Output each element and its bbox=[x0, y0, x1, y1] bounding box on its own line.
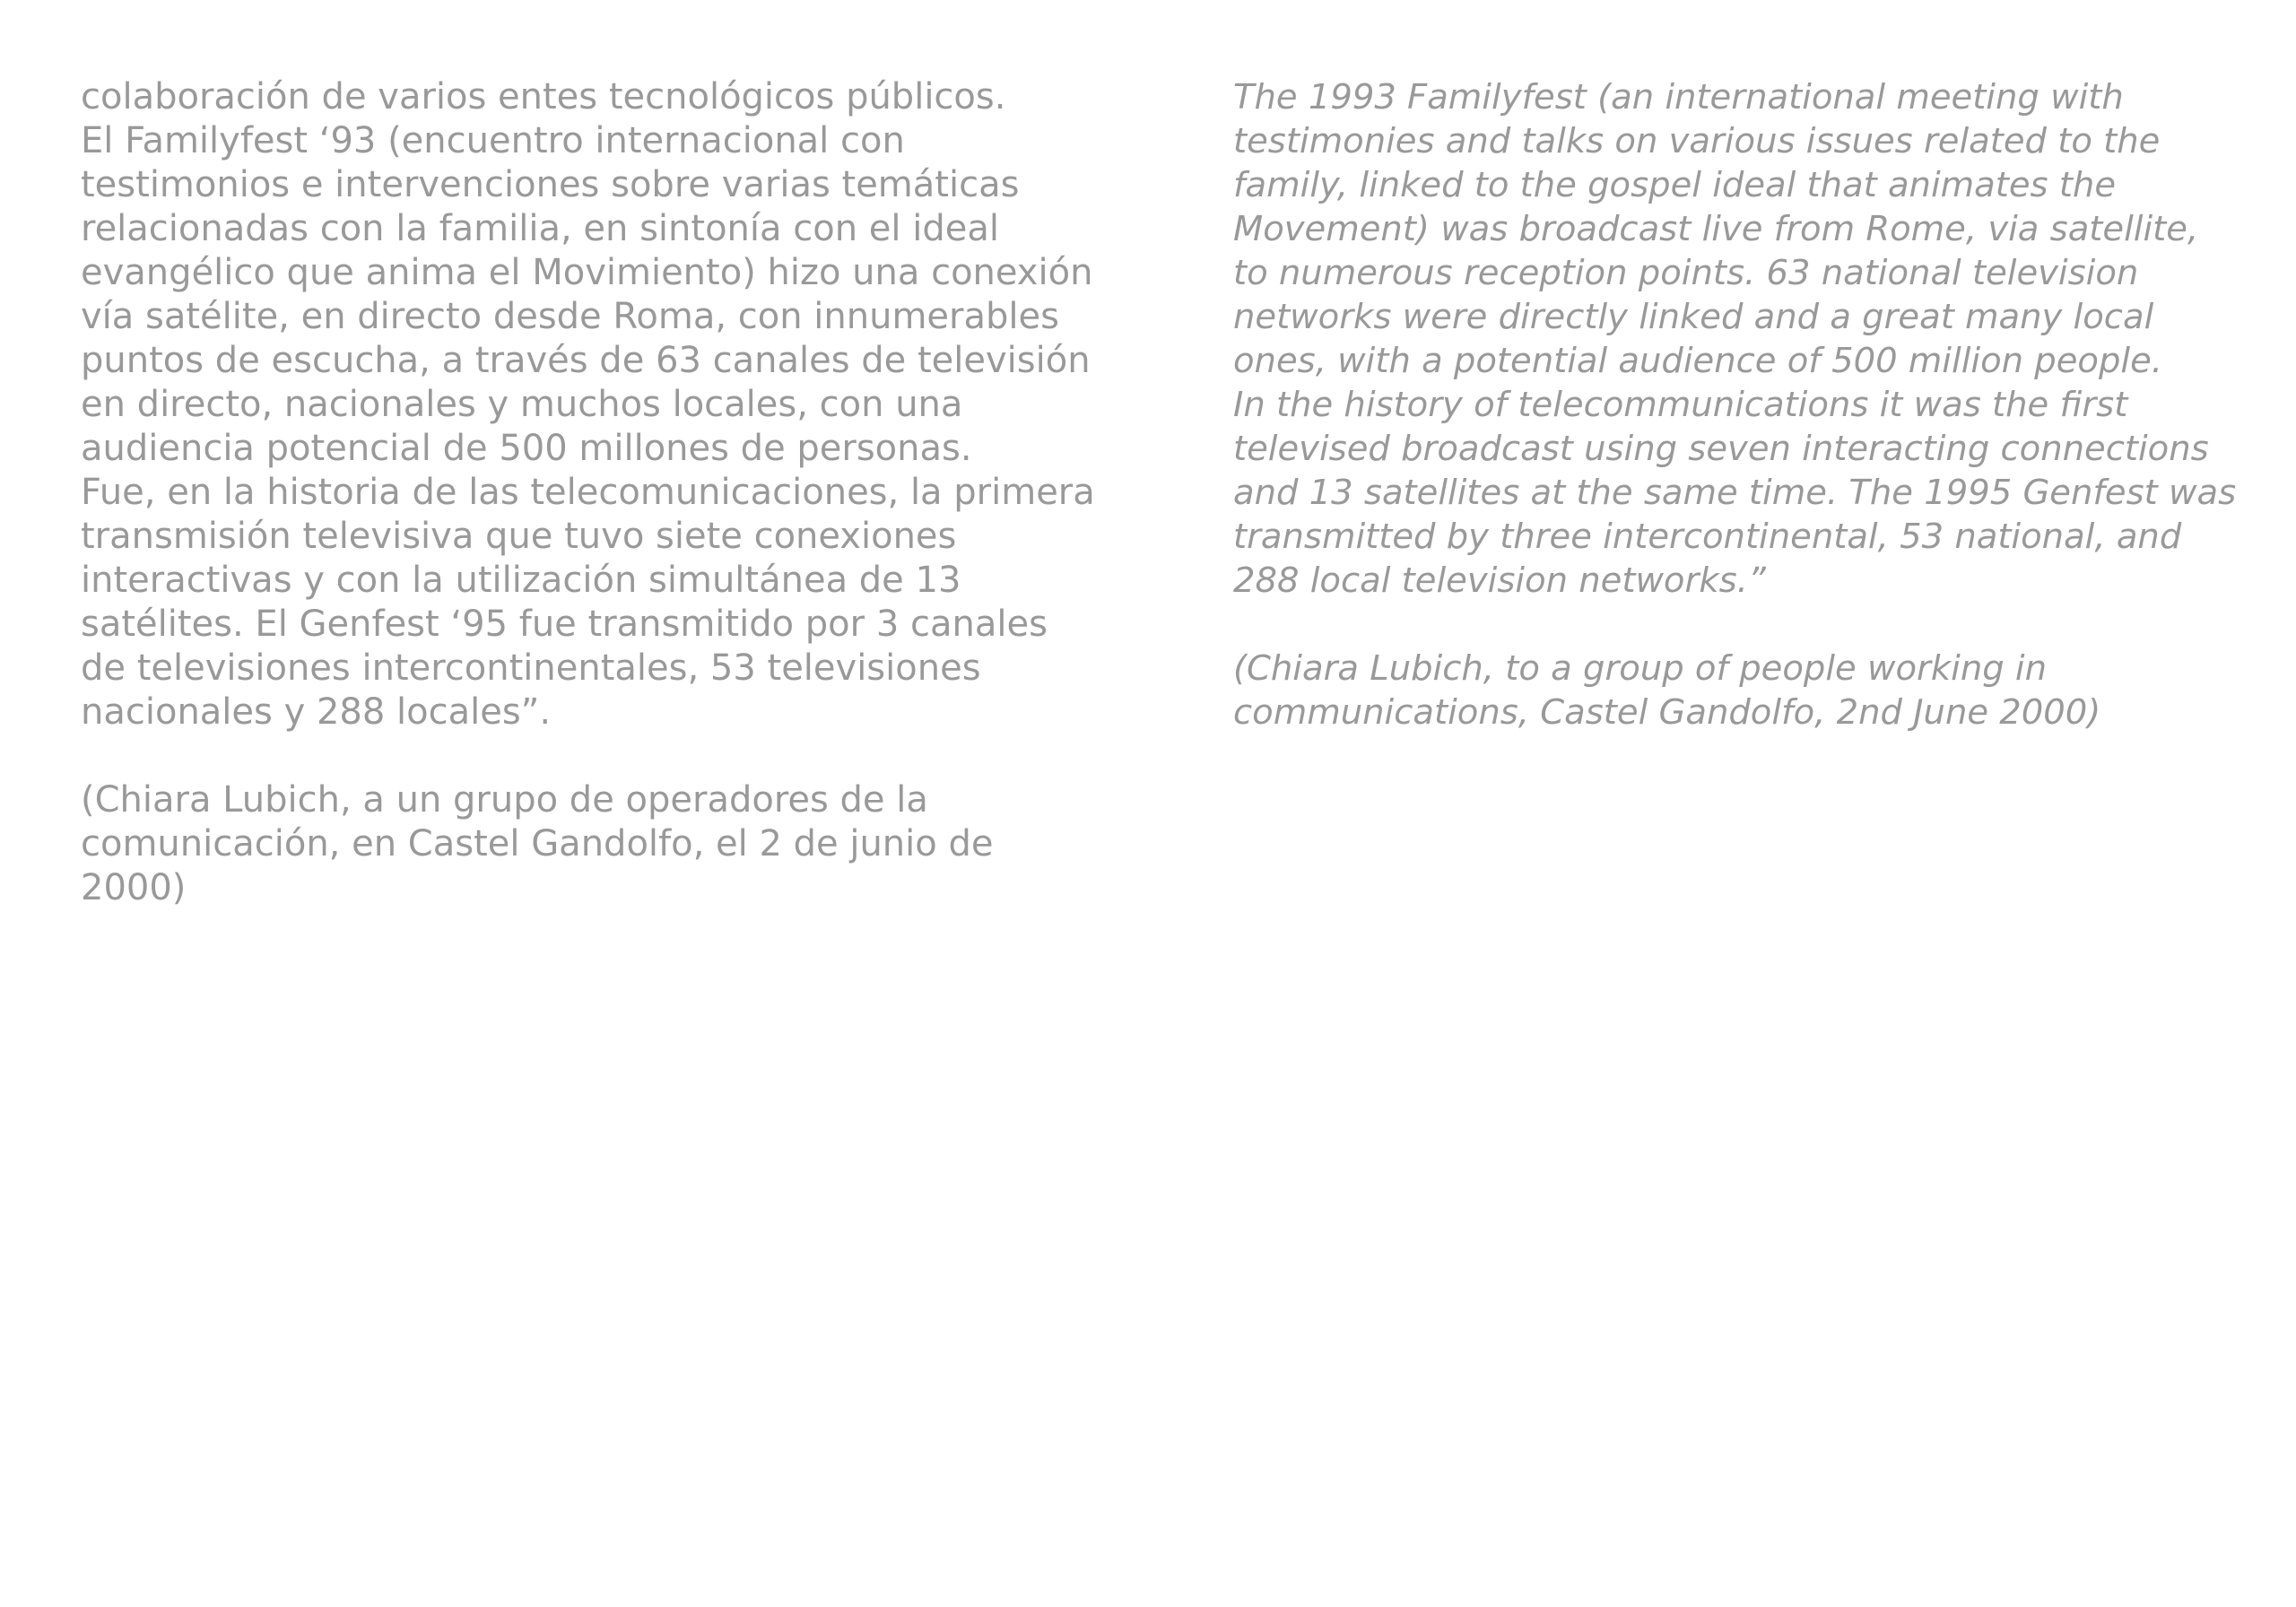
spanish-body-line: de televisiones intercontinentales, 53 televisiones bbox=[81, 647, 981, 689]
spanish-body-line: vía satélite, en directo desde Roma, con innumerables bbox=[81, 296, 1059, 337]
spanish-body-line: relacionadas con la familia, en sintonía con el ideal bbox=[81, 208, 999, 249]
paragraph-gap bbox=[1233, 603, 2256, 647]
spanish-citation bbox=[81, 778, 1085, 910]
spanish-body-line: puntos de escucha, a través de 63 canales de televisión bbox=[81, 340, 1091, 381]
spanish-text-column bbox=[81, 75, 1095, 910]
english-body-line: televised broadcast using seven interacting connections bbox=[1233, 429, 2209, 469]
english-body-line: ones, with a potential audience of 500 million people. bbox=[1233, 341, 2163, 381]
english-body-line: In the history of telecommunications it was the first bbox=[1233, 385, 2128, 425]
english-body-line: and 13 satellites at the same time. The 1995 Genfest was bbox=[1233, 473, 2237, 513]
spanish-body-line: audiencia potencial de 500 millones de personas. bbox=[81, 428, 972, 469]
spanish-body-line: testimonios e intervenciones sobre varias temáticas bbox=[81, 164, 1020, 205]
spanish-body-line: transmisión televisiva que tuvo siete conexiones bbox=[81, 516, 957, 557]
english-body-line: The 1993 Familyfest (an international meeting with bbox=[1233, 77, 2124, 117]
spanish-body-paragraph bbox=[81, 75, 1095, 734]
english-citation-line: communications, Castel Gandolfo, 2nd June 2000) bbox=[1233, 692, 2101, 733]
spanish-body-line: evangélico que anima el Movimiento) hizo una conexión bbox=[81, 252, 1093, 293]
spanish-body-line: en directo, nacionales y muchos locales, con una bbox=[81, 384, 963, 425]
english-text-column bbox=[1233, 75, 2256, 734]
english-body-line: 288 local television networks.” bbox=[1233, 560, 1766, 601]
spanish-body-line: interactivas y con la utilización simultánea de 13 bbox=[81, 560, 961, 601]
english-body-line: networks were directly linked and a great many local bbox=[1233, 297, 2154, 337]
english-body-line: to numerous reception points. 63 national television bbox=[1233, 253, 2139, 293]
spanish-body-line: satélites. El Genfest ‘95 fue transmitido por 3 canales bbox=[81, 604, 1048, 645]
english-body-line: transmitted by three intercontinental, 53 national, and bbox=[1233, 517, 2182, 557]
english-citation-line: (Chiara Lubich, to a group of people working in bbox=[1233, 648, 2048, 689]
spanish-citation-line: 2000) bbox=[81, 867, 187, 908]
spanish-citation-line: (Chiara Lubich, a un grupo de operadores de la bbox=[81, 779, 928, 821]
paragraph-gap bbox=[81, 734, 1085, 778]
spanish-body-line: El Familyfest ‘93 (encuentro internacional con bbox=[81, 120, 905, 161]
english-body-line: family, linked to the gospel ideal that animates the bbox=[1233, 165, 2117, 205]
english-body-paragraph bbox=[1233, 75, 2256, 603]
english-citation bbox=[1233, 647, 2256, 734]
spanish-body-line: nacionales y 288 locales”. bbox=[81, 691, 552, 733]
spanish-citation-line: comunicación, en Castel Gandolfo, el 2 de junio de bbox=[81, 823, 994, 864]
spanish-body-line: colaboración de varios entes tecnológicos públicos. bbox=[81, 76, 1006, 117]
spanish-body-line: Fue, en la historia de las telecomunicaciones, la primera bbox=[81, 472, 1095, 513]
english-body-line: Movement) was broadcast live from Rome, via satellite, bbox=[1233, 209, 2199, 249]
english-body-line: testimonies and talks on various issues related to the bbox=[1233, 121, 2161, 161]
